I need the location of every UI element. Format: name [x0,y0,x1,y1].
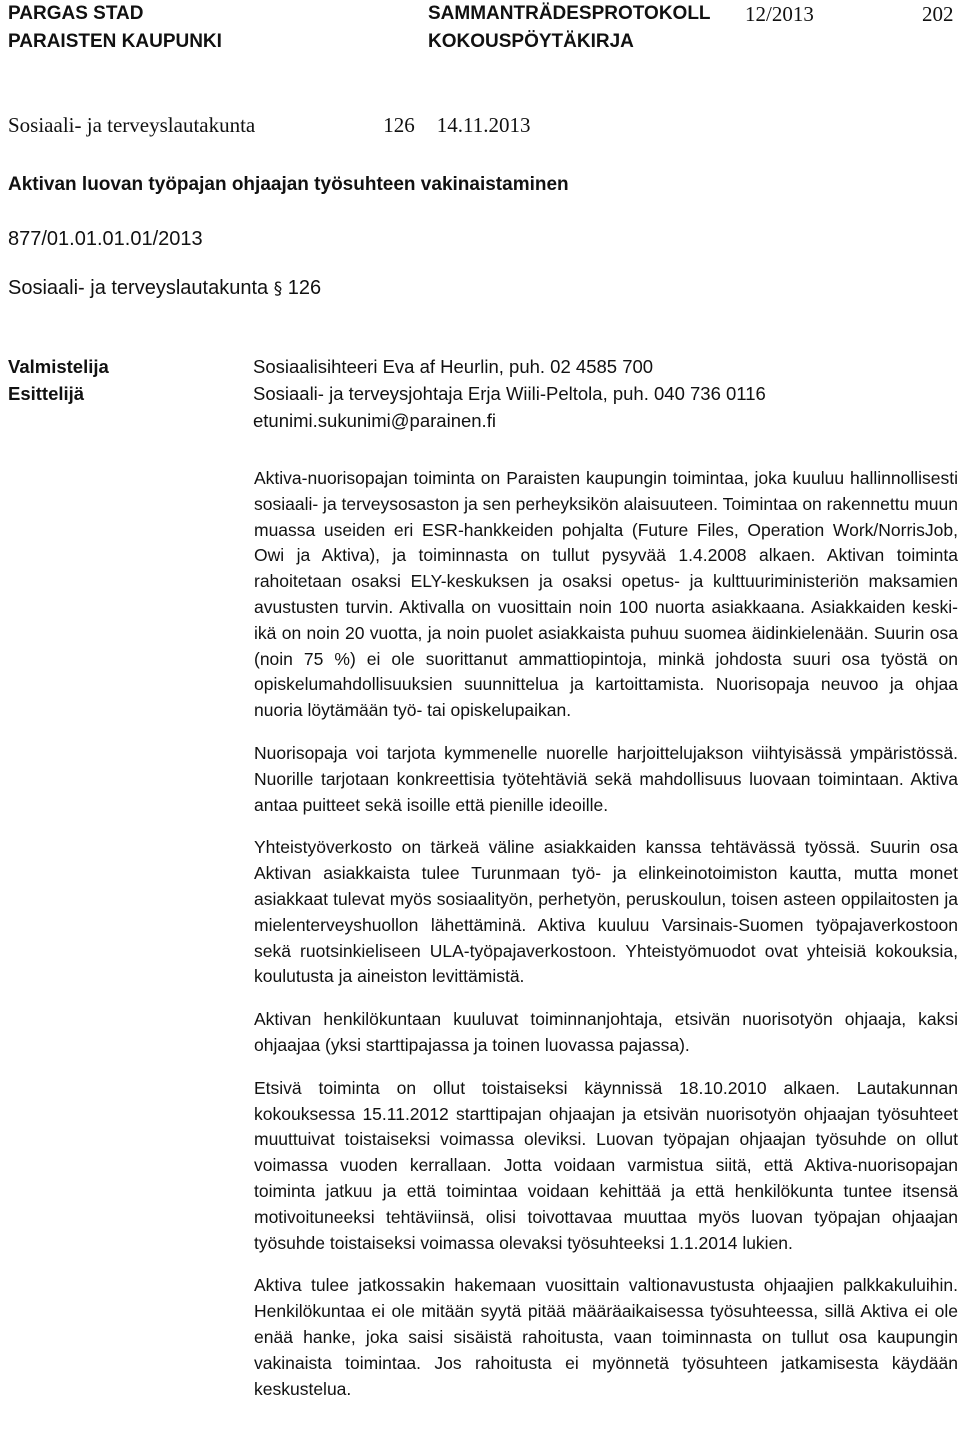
reference-line [8,277,321,300]
org-name-finnish: PARAISTEN KAUPUNKI [8,31,222,52]
board-name: Sosiaali- ja terveyslautakunta [8,113,256,137]
body-paragraph-6: Aktiva tulee jatkossakin hakemaan vuosittain valtionavustusta ohjaajien palkkakuluihin. Henkilökuntaa ei ole mitään syytä pitää määräaikaisessa työsuhteessa, sillä Aktiva ei ole enää hanke, joka saisi sisäistä rahoitusta, vaan toiminnasta on tullut osa kaupungin vakinaista toimintaa. Jos rahoitusta ei myönnetä työsuhteen jatkamisesta käydään keskustelua. [254,1275,958,1399]
body-paragraph-5: Etsivä toiminta on ollut toistaiseksi käynnissä 18.10.2010 alkaen. Lautakunnan kokouksessa 15.11.2012 starttipajan ohjaajan ja etsivän nuorisotyön ohjaajan työsuhteet muuttuivat toistaiseksi voimassa oleviksi. Luovan työpajan ohjaajan työsuhde on ollut voimassa vuoden kerrallaan. Jotta voidaan varmistua siitä, että Aktiva-nuorisopajan toiminta jatkuu ja että toimintaa voidaan kehittää ja että henkilökunta tuntee itsensä motivoituneeksi tehtäviinsä, olisi toivottavaa muuttaa myös luovan työpajan ohjaajan työsuhde toistaiseksi voimassa olevaksi työsuhteeksi 1.1.2014 lukien. [254,1077,958,1253]
body-text [254,466,958,1419]
presenter-label: Esittelijä [8,383,85,404]
reference-board: Sosiaali- ja terveyslautakunta [8,277,269,299]
preparer-label: Valmistelija [8,356,109,377]
page-number: 202 [922,2,954,26]
body-paragraph-2: Nuorisopaja voi tarjota kymmenelle nuorelle harjoittelujakson viihtyisässä ympäristössä. Nuorille tarjotaan konkreettisia työtehtäviä sekä mahdollisuus luovaan toimintaan. Aktiva antaa puitteet sekä isoille että pienille ideoille. [254,742,958,815]
body-paragraph-4: Aktivan henkilökuntaan kuuluvat toiminnanjohtaja, etsivän nuorisotyön ohjaaja, kaksi ohjaajaa (yksi starttipajassa ja toinen luovassa pajassa). [254,1009,958,1055]
officials-block [8,353,766,434]
issue-number: 12/2013 [745,2,814,26]
meeting-line [8,113,531,138]
body-paragraph-1: Aktiva-nuorisopajan toiminta on Paraisten kaupungin toimintaa, joka kuuluu hallinnollisesti sosiaali- ja terveysosaston ja sen perheyksikön alaisuuteen. Toimintaa on rakennettu muun muassa useiden eri ESR-hankkeiden pohjalta (Future Files, Operation Work/NorrisJob, Owi ja Aktiva), ja toiminnasta on tullut pysyvää 1.4.2008 alkaen. Aktivan toiminta rahoitetaan osaksi ELY-keskuksen ja osaksi opetus- ja kulttuuriministeriön maksamien avustusten turvin. Aktivalla on vuosittain noin 100 nuorta asiakkaana. Asiakkaiden keski-ikä on noin 20 vuotta, ja noin puolet asiakkaista puhuu suomea äidinkielenään. Suurin osa (noin 75 %) ei ole suorittanut ammattiopintoja, minkä johdosta suuri osa työstä on opiskelumahdollisuuksien suunnittelua ja kartoittamista. Nuorisopaja neuvoo ja ohjaa nuoria löytämään työ- tai opiskelupaikan. [254,468,958,721]
reference-number: 126 [287,277,322,299]
diary-number: 877/01.01.01.01/2013 [8,228,203,250]
org-name-swedish: PARGAS STAD [8,3,144,24]
section-number: 126 [383,113,415,137]
doc-type-finnish: KOKOUSPÖYTÄKIRJA [428,31,634,52]
header-organization [8,0,222,56]
preparer-value: Sosiaalisihteeri Eva af Heurlin, puh. 02 4585 700 [253,356,654,377]
header-document-type [428,0,711,56]
body-paragraph-3: Yhteistyöverkosto on tärkeä väline asiakkaiden kanssa tehtävässä työssä. Suurin osa Aktivan asiakkaista tulee Turunmaan työ- ja elinkeinotoimiston kautta, mutta monet asiakkaat tulevat myös sosiaalityön, perhetyön, peruskoulun, toisen asteen oppilaitosten ja mielenterveyshuollon lähettäminä. Aktiva kuuluu Varsinais-Suomen työpajaverkostoon sekä ruotsinkieliseen ULA-työpajaverkostoon. Yhteistyömuodot ovat yhteisiä kokouksia, koulutusta ja aineiston levittämistä. [254,837,958,987]
item-title: Aktivan luovan työpajan ohjaajan työsuhteen vakinaistaminen [8,174,569,195]
meeting-date: 14.11.2013 [436,113,531,137]
section-symbol-icon: § [273,279,283,299]
email-address: etunimi.sukunimi@parainen.fi [253,410,496,431]
doc-type-swedish: SAMMANTRÄDESPROTOKOLL [428,3,711,24]
presenter-value: Sosiaali- ja terveysjohtaja Erja Wiili-Peltola, puh. 040 736 0116 [253,383,766,404]
